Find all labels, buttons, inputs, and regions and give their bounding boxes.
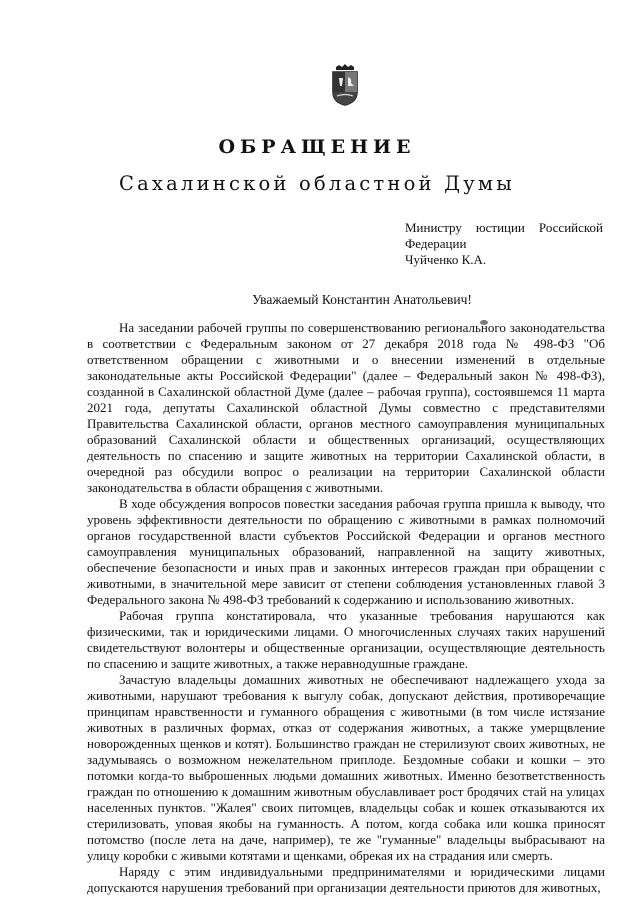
letter-body [87, 320, 605, 896]
document-title: ОБРАЩЕНИЕ [218, 136, 416, 158]
paragraph: В ходе обсуждения вопросов повестки заседания рабочая группа пришла к выводу, что уровень эффективности деятельности по обращению с животными в рамках полномочий органов государственной власти субъектов Российской Федерации и органов местного самоуправления муниципальных образований, направленной на защиту животных, обеспечение безопасности и иных прав и законных интересов граждан при обращении с животными, в значительной мере зависит от степени соблюдения установленных главой 3 Федерального закона № 498-ФЗ требований к содержанию и использованию животных. [87, 496, 605, 607]
paragraph: На заседании рабочей группы по совершенствованию регионального законодательства в соответствии с Федеральным законом от 27 декабря 2018 года № 498-ФЗ "Об ответственном обращении с животными и о внесении изменений в отдельные законодательные акты Российской Федерации" (далее – Федеральный закон № 498-ФЗ), созданной в Сахалинской областной Думе (далее – рабочая группа), состоявшемся 11 марта 2021 года, депутаты Сахалинской областной Думы совместно с представителями Правительства Сахалинской области, органов местного самоуправления муниципальных образований Сахалинской области и общественных организаций, осуществляющих деятельность по спасению и защите животных на территории Сахалинской области, в очередной раз обсудили вопрос о реализации на территории Сахалинской области законодательства в области обращения с животными. [87, 320, 605, 495]
paragraph: Наряду с этим индивидуальными предпринимателями и юридическими лицами допускаются нарушения требований при организации деятельности приютов для животных, [87, 864, 605, 895]
document-subtitle: Сахалинской областной Думы [119, 172, 515, 195]
paragraph: Рабочая группа констатировала, что указанные требования нарушаются как физическими, так и юридическими лицами. О многочисленных случаях таких нарушений свидетельствуют волонтеры и общественные организации, осуществляющие деятельность по спасению и защите животных, а также неравнодушные граждане. [87, 608, 605, 671]
greeting: Уважаемый Константин Анатольевич! [252, 292, 472, 307]
recipient-line-3: Чуйченко К.А. [405, 252, 487, 267]
sakhalin-coat-of-arms-icon [330, 64, 360, 106]
recipient-line-2: Федерации [405, 236, 467, 251]
recipient-block [405, 220, 603, 268]
paragraph: Зачастую владельцы домашних животных не обеспечивают надлежащего ухода за животными, нарушают требования к выгулу собак, допускают действия, противоречащие принципам нравственности и гуманного обращения с животными (в том числе истязание животных в различных формах, отказ от содержания животных, а также умерщвление новорожденных щенков и котят). Большинство граждан не стерилизуют своих животных, не задумываясь о возможном нежелательном приплоде. Бездомные собаки и кошки – это потомки когда-то выброшенных людьми домашних животных. Именно безответственность граждан по отношению к домашним животным обуславливает рост бродячих стай на улицах населенных пунктов. "Жалея" своих питомцев, владельцы собак и кошек отказываются их стерилизовать, уповая якобы на гуманность. А потом, когда собака или кошка приносят потомство (после лета на даче, например), те же "гуманные" владельцы выбрасывают на улицу коробки с живыми котятами и щенками, обрекая их на страдания или смерть. [87, 672, 605, 863]
recipient-line-1: Министру юстиции Российской [405, 220, 603, 235]
